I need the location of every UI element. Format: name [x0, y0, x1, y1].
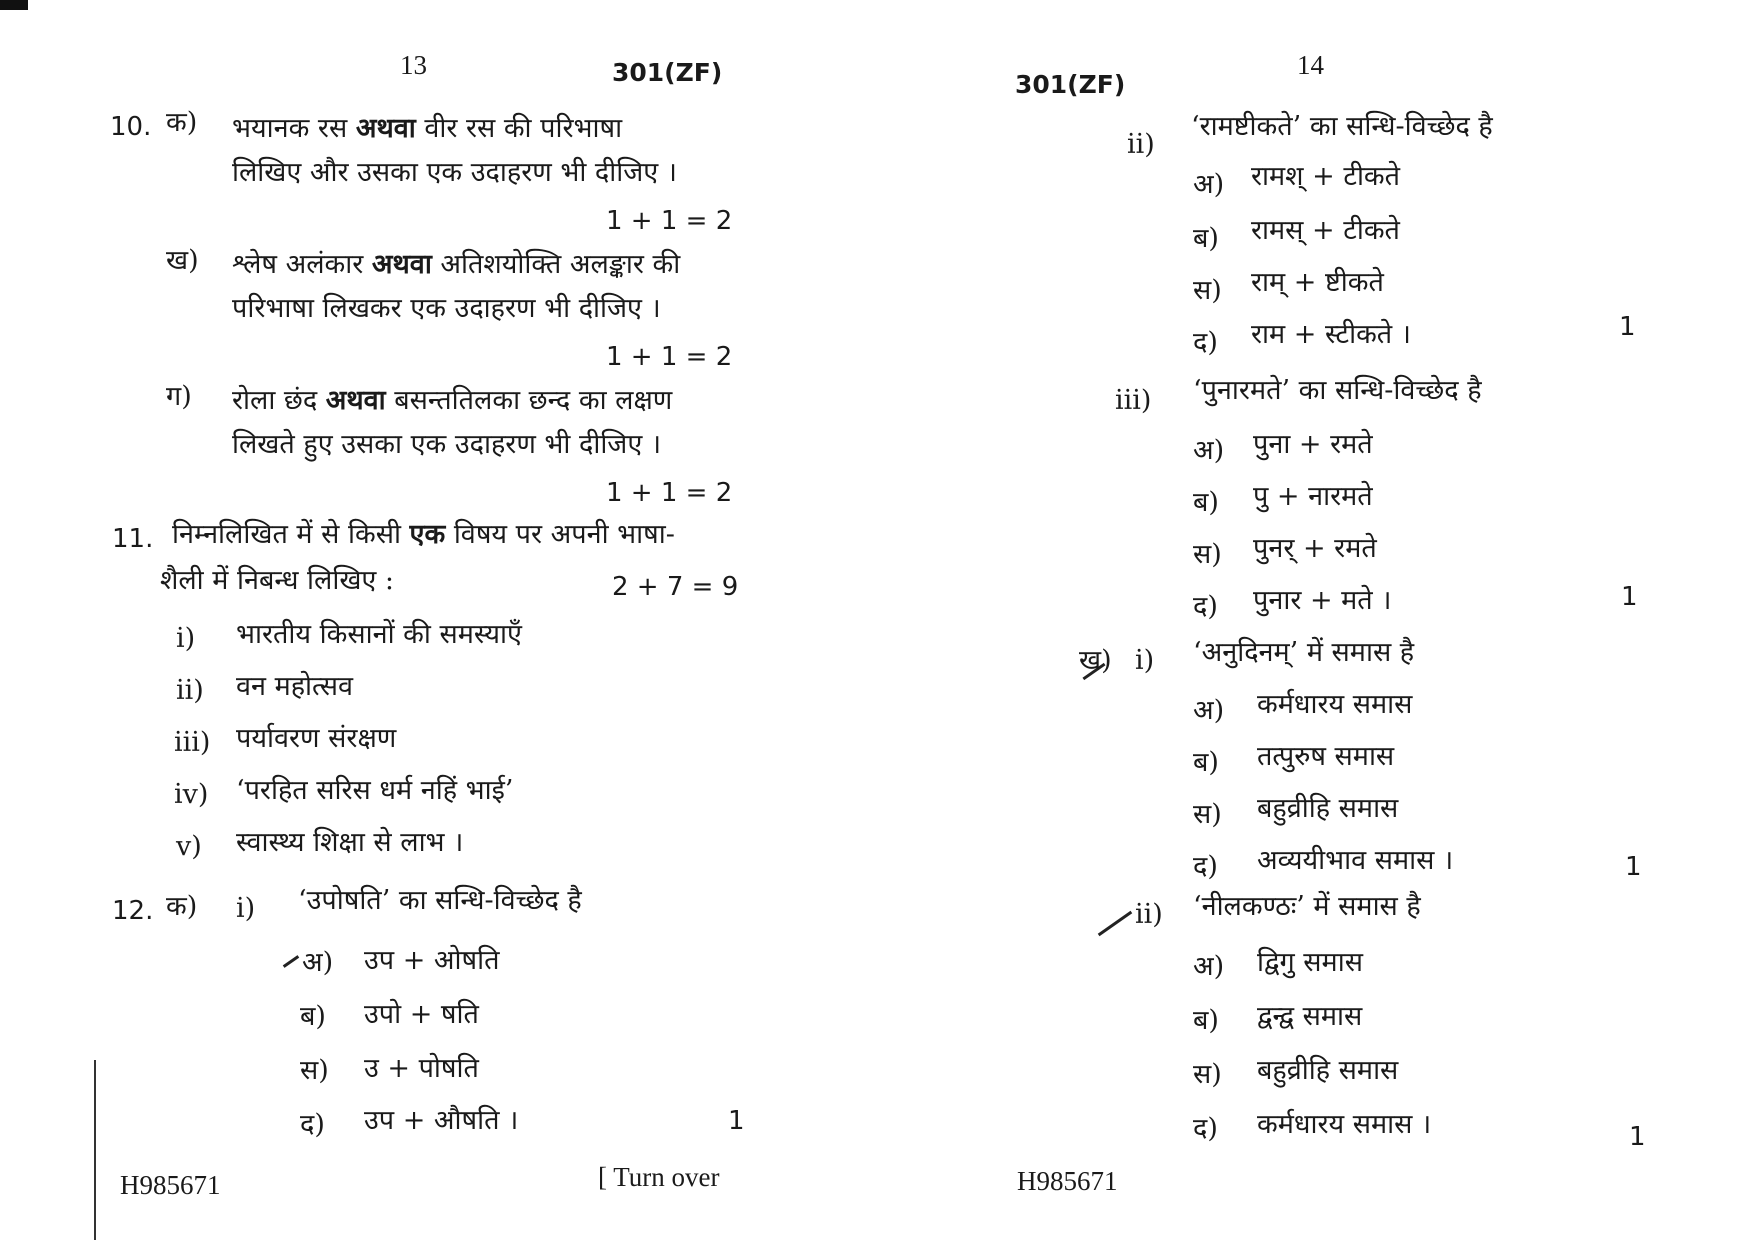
option-text: उप + औषति । [364, 1105, 519, 1136]
option-text: द्विगु समास [1257, 947, 1363, 978]
option-text: राम + स्टीकते । [1251, 319, 1412, 350]
topic-label: i) [176, 623, 196, 654]
topic-text: वन महोत्सव [236, 671, 354, 702]
option-text: उ + पोषति [364, 1053, 479, 1084]
topic-label: v) [176, 831, 202, 862]
paper-code: 301(ZF) [612, 58, 723, 87]
option-label: ब) [1193, 747, 1219, 778]
option-label: द) [1193, 1113, 1218, 1144]
option-label: अ) [1193, 951, 1225, 982]
option-label: अ) [1193, 435, 1225, 466]
option-label: स) [1193, 539, 1222, 570]
sub-question-label: ii) [1127, 129, 1155, 160]
marks: 1 [728, 1106, 745, 1136]
option-text: कर्मधारय समास । [1257, 1109, 1432, 1140]
option-text: बहुव्रीहि समास [1257, 1055, 1399, 1086]
sub-question-label: क) [166, 891, 198, 922]
question-line: ‘नीलकण्ठः’ में समास है [1193, 891, 1421, 922]
turn-over: [ Turn over [598, 1162, 720, 1192]
pen-tick-mark [1098, 911, 1132, 936]
marks: 1 [1621, 582, 1638, 612]
question-line: श्लेष अलंकार अथवा अतिशयोक्ति अलङ्कार की [232, 249, 681, 280]
question-line: निम्नलिखित में से किसी एक विषय पर अपनी भाषा- [172, 519, 675, 550]
option-label: ब) [1193, 487, 1219, 518]
sub-question-label: ii) [1135, 899, 1163, 930]
option-text: द्वन्द्व समास [1257, 1001, 1363, 1032]
option-label: स) [300, 1055, 329, 1086]
option-text: पुनार + मते । [1253, 585, 1392, 616]
question-number: 10. [110, 112, 152, 142]
marks: 2 + 7 = 9 [612, 572, 739, 602]
option-text: अव्ययीभाव समास । [1257, 845, 1454, 876]
pen-tick-mark [283, 955, 299, 968]
question-line: ‘पुनारमते’ का सन्धि-विच्छेद है [1193, 375, 1482, 406]
option-label: स) [1193, 275, 1222, 306]
question-line: ‘अनुदिनम्’ में समास है [1193, 637, 1415, 668]
footer-code: H985671 [1017, 1166, 1118, 1196]
footer-code: H985671 [120, 1170, 221, 1200]
question-line: ‘उपोषति’ का सन्धि-विच्छेद है [298, 885, 582, 916]
sub-question-label: iii) [1115, 385, 1152, 416]
question-number: 11. [112, 524, 154, 554]
option-text: उपो + षति [364, 999, 479, 1030]
topic-text: पर्यावरण संरक्षण [236, 723, 397, 754]
sub-question-label: क) [166, 107, 198, 138]
right-page [877, 0, 1754, 1241]
option-label: ब) [1193, 223, 1219, 254]
paper-code: 301(ZF) [1015, 70, 1126, 99]
option-label: अ) [1193, 695, 1225, 726]
question-number: 12. [112, 896, 154, 926]
marks: 1 [1629, 1122, 1646, 1152]
marks: 1 + 1 = 2 [606, 478, 733, 508]
option-text: तत्पुरुष समास [1257, 741, 1395, 772]
option-label: द) [1193, 591, 1218, 622]
option-label: अ) [302, 947, 334, 978]
option-label: ब) [1193, 1005, 1219, 1036]
option-label: अ) [1193, 169, 1225, 200]
topic-label: ii) [176, 675, 204, 706]
question-line: भयानक रस अथवा वीर रस की परिभाषा [232, 113, 623, 144]
option-label: द) [1193, 851, 1218, 882]
question-line: ‘रामष्टीकते’ का सन्धि-विच्छेद है [1191, 111, 1493, 142]
topic-text: भारतीय किसानों की समस्याएँ [236, 619, 522, 650]
question-line: रोला छंद अथवा बसन्ततिलका छन्द का लक्षण [232, 385, 673, 416]
marks: 1 + 1 = 2 [606, 206, 733, 236]
page-number: 13 [400, 50, 427, 80]
topic-label: iii) [174, 727, 211, 758]
marks: 1 [1619, 312, 1636, 342]
option-text: पुना + रमते [1253, 429, 1373, 460]
option-label: स) [1193, 1059, 1222, 1090]
option-text: राम् + ष्टीकते [1251, 267, 1384, 298]
sub-question-label: ग) [166, 381, 192, 412]
question-line: परिभाषा लिखकर एक उदाहरण भी दीजिए । [232, 293, 661, 324]
question-line: शैली में निबन्ध लिखिए : [160, 565, 395, 596]
option-text: पु + नारमते [1253, 481, 1373, 512]
option-text: उप + ओषति [364, 945, 500, 976]
question-line: लिखते हुए उसका एक उदाहरण भी दीजिए । [232, 429, 662, 460]
sub-question-label: i) [236, 893, 256, 924]
option-label: स) [1193, 799, 1222, 830]
option-label: द) [1193, 327, 1218, 358]
sub-question-label: ख) [1079, 645, 1112, 676]
option-text: कर्मधारय समास [1257, 689, 1413, 720]
option-text: रामश् + टीकते [1251, 161, 1401, 192]
sub-question-label: i) [1135, 645, 1155, 676]
marks: 1 + 1 = 2 [606, 342, 733, 372]
option-text: बहुव्रीहि समास [1257, 793, 1399, 824]
sub-question-label: ख) [166, 245, 199, 276]
option-text: रामस् + टीकते [1251, 215, 1400, 246]
topic-text: स्वास्थ्य शिक्षा से लाभ । [236, 827, 464, 858]
option-label: द) [300, 1109, 325, 1140]
option-text: पुनर् + रमते [1253, 533, 1377, 564]
topic-label: iv) [174, 779, 209, 810]
option-label: ब) [300, 1001, 326, 1032]
question-line: लिखिए और उसका एक उदाहरण भी दीजिए । [232, 157, 678, 188]
marks: 1 [1625, 852, 1642, 882]
topic-text: ‘परहित सरिस धर्म नहिं भाई’ [236, 775, 514, 806]
page-number: 14 [1297, 50, 1324, 80]
